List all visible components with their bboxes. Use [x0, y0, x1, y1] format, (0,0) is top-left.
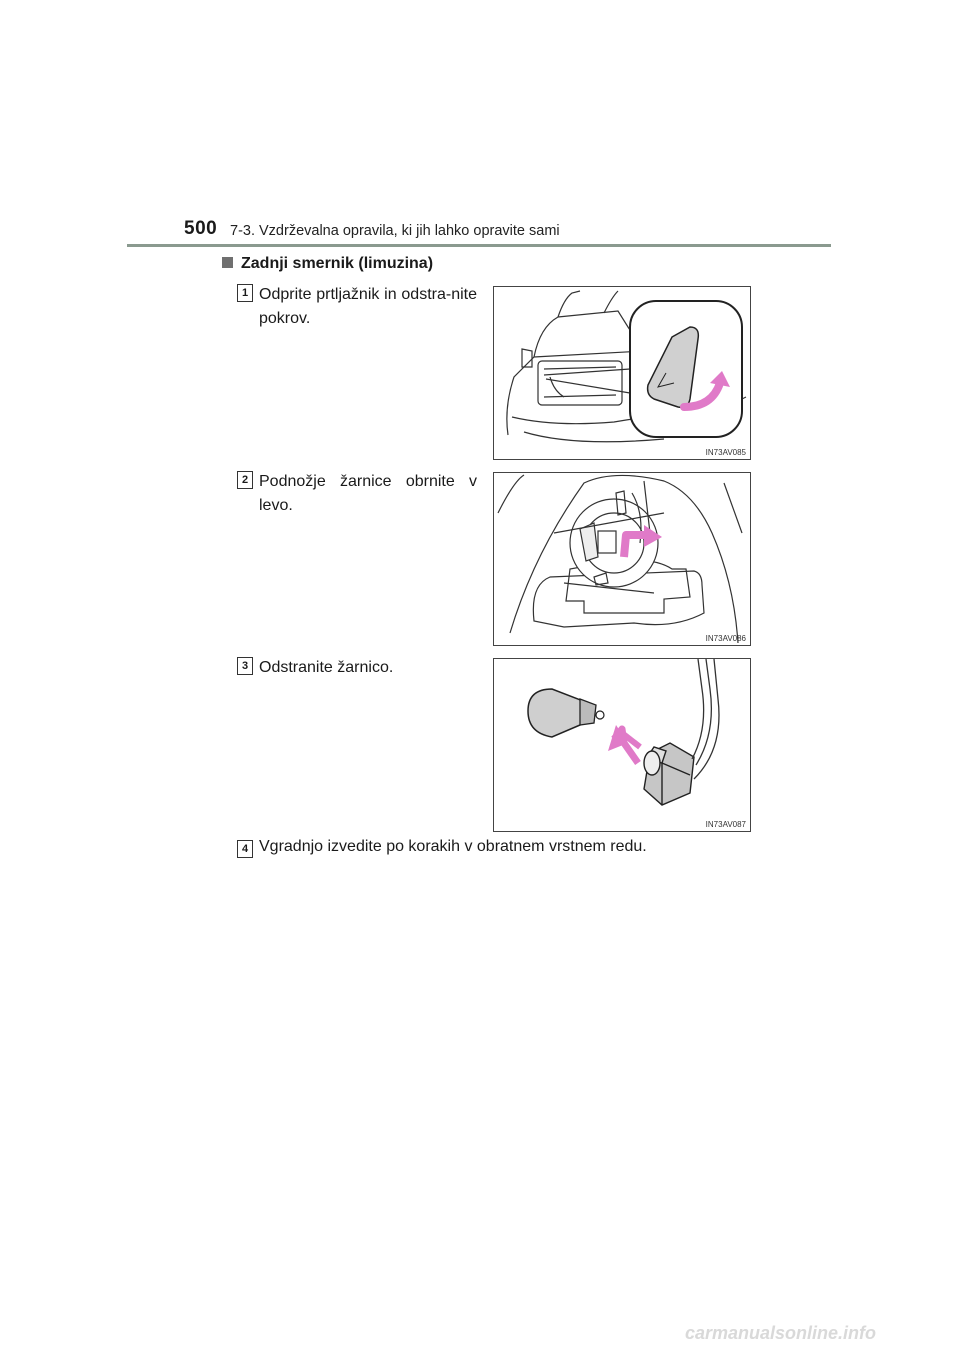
page-number: 500 — [184, 218, 218, 239]
trunk-cover-illustration — [494, 287, 750, 459]
step-text-3: Odstranite žarnico. — [259, 659, 394, 676]
step-number-1: 1 — [237, 284, 253, 302]
figure-bulb-removal — [493, 658, 751, 832]
figure-code-3: IN73AV087 — [705, 820, 746, 829]
step-text-4: Vgradnjo izvedite po korakih v obratnem vrstnem redu. — [259, 838, 647, 855]
bulb-socket-illustration — [494, 473, 750, 645]
header-divider — [127, 244, 831, 247]
watermark: carmanualsonline.info — [685, 1323, 877, 1343]
step-text-2: Podnožje žarnice obrnite v levo. — [259, 473, 477, 514]
bulb-removal-illustration — [494, 659, 750, 831]
section-heading — [222, 255, 433, 273]
figure-trunk-cover — [493, 286, 751, 460]
section-heading-text: Zadnji smernik (limuzina) — [241, 255, 434, 272]
square-bullet-icon — [222, 257, 233, 268]
figure-code-1: IN73AV085 — [705, 448, 746, 457]
step-text-1: Odprite prtljažnik in odstra-nite pokrov. — [259, 286, 477, 327]
figure-code-2: IN73AV086 — [705, 634, 746, 643]
step-number-2: 2 — [237, 471, 253, 489]
chapter-title: 7-3. Vzdrževalna opravila, ki jih lahko opravite sami — [230, 223, 560, 239]
step-number-4: 4 — [237, 840, 253, 858]
figure-bulb-socket — [493, 472, 751, 646]
step-number-3: 3 — [237, 657, 253, 675]
